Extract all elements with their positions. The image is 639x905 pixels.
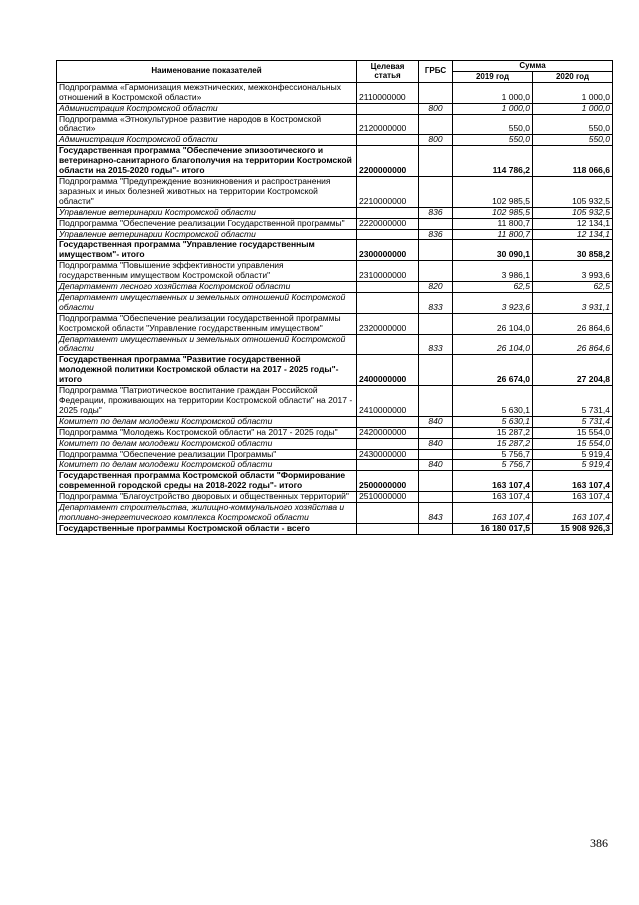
cell-sum-2019: 550,0	[453, 114, 533, 135]
cell-code: 2410000000	[357, 386, 419, 417]
cell-grbs	[419, 492, 453, 503]
cell-name: Государственная программа "Управление государственным имуществом"- итого	[57, 240, 357, 261]
cell-grbs	[419, 146, 453, 177]
cell-code: 2510000000	[357, 492, 419, 503]
table-row	[57, 503, 613, 524]
table-row	[57, 334, 613, 355]
cell-grbs	[419, 261, 453, 282]
table-row	[57, 114, 613, 135]
cell-grbs: 800	[419, 103, 453, 114]
table-body	[57, 82, 613, 534]
header-sum: Сумма	[453, 61, 613, 72]
cell-grbs	[419, 471, 453, 492]
cell-grbs	[419, 355, 453, 386]
cell-name: Управление ветеринарии Костромской области	[57, 207, 357, 218]
cell-code	[357, 523, 419, 534]
cell-name: Комитет по делам молодежи Костромской области	[57, 416, 357, 427]
header-code: Целевая статья	[357, 61, 419, 83]
cell-code: 2310000000	[357, 261, 419, 282]
cell-code: 2110000000	[357, 82, 419, 103]
cell-code: 2210000000	[357, 176, 419, 207]
cell-name: Департамент лесного хозяйства Костромской области	[57, 282, 357, 293]
cell-grbs	[419, 523, 453, 534]
cell-sum-2019: 11 800,7	[453, 229, 533, 240]
cell-sum-2019: 5 756,7	[453, 449, 533, 460]
cell-sum-2019: 5 630,1	[453, 386, 533, 417]
cell-grbs	[419, 449, 453, 460]
cell-sum-2020: 5 731,4	[533, 416, 613, 427]
cell-code	[357, 416, 419, 427]
cell-sum-2020: 3 993,6	[533, 261, 613, 282]
cell-name: Департамент имущественных и земельных отношений Костромской области	[57, 292, 357, 313]
cell-name: Государственная программа "Развитие государственной молодежной политики Костромской области на 2017 - 2025 годы"- итого	[57, 355, 357, 386]
table-row	[57, 492, 613, 503]
cell-sum-2019: 163 107,4	[453, 492, 533, 503]
cell-sum-2019: 114 786,2	[453, 146, 533, 177]
cell-grbs	[419, 313, 453, 334]
cell-code: 2300000000	[357, 240, 419, 261]
cell-name: Подпрограмма "Обеспечение реализации государственной программы Костромской области "Управление государственным имуществом"	[57, 313, 357, 334]
cell-grbs	[419, 82, 453, 103]
cell-grbs: 820	[419, 282, 453, 293]
cell-sum-2020: 62,5	[533, 282, 613, 293]
cell-sum-2019: 26 104,0	[453, 334, 533, 355]
table-row	[57, 146, 613, 177]
page-number: 386	[590, 836, 608, 850]
cell-sum-2019: 5 630,1	[453, 416, 533, 427]
table-row	[57, 471, 613, 492]
cell-sum-2020: 15 554,0	[533, 438, 613, 449]
cell-name: Комитет по делам молодежи Костромской области	[57, 460, 357, 471]
cell-sum-2020: 550,0	[533, 135, 613, 146]
cell-name: Подпрограмма "Предупреждение возникновения и распространения заразных и иных болезней животных на территории Костромской области"	[57, 176, 357, 207]
cell-sum-2019: 30 090,1	[453, 240, 533, 261]
cell-sum-2019: 5 756,7	[453, 460, 533, 471]
table-row	[57, 240, 613, 261]
table-row	[57, 438, 613, 449]
cell-code	[357, 460, 419, 471]
cell-name: Государственные программы Костромской области - всего	[57, 523, 357, 534]
cell-sum-2020: 163 107,4	[533, 503, 613, 524]
cell-name: Государственная программа Костромской области "Формирование современной городской среды на 2018-2022 годы"- итого	[57, 471, 357, 492]
cell-sum-2019: 11 800,7	[453, 218, 533, 229]
header-year-2020: 2020 год	[533, 71, 613, 82]
cell-sum-2019: 26 674,0	[453, 355, 533, 386]
table-row	[57, 355, 613, 386]
cell-grbs: 840	[419, 460, 453, 471]
cell-sum-2019: 15 287,2	[453, 438, 533, 449]
cell-sum-2020: 163 107,4	[533, 492, 613, 503]
cell-name: Комитет по делам молодежи Костромской области	[57, 438, 357, 449]
cell-code: 2220000000	[357, 218, 419, 229]
table-row	[57, 427, 613, 438]
cell-sum-2020: 105 932,5	[533, 207, 613, 218]
cell-sum-2020: 27 204,8	[533, 355, 613, 386]
header-year-2019: 2019 год	[453, 71, 533, 82]
table-row	[57, 416, 613, 427]
table-row	[57, 218, 613, 229]
cell-sum-2020: 3 931,1	[533, 292, 613, 313]
cell-name: Подпрограмма "Молодежь Костромской области" на 2017 - 2025 годы"	[57, 427, 357, 438]
cell-code: 2500000000	[357, 471, 419, 492]
cell-sum-2020: 30 858,2	[533, 240, 613, 261]
cell-code	[357, 103, 419, 114]
cell-sum-2019: 26 104,0	[453, 313, 533, 334]
table-row	[57, 261, 613, 282]
cell-code	[357, 334, 419, 355]
cell-sum-2019: 16 180 017,5	[453, 523, 533, 534]
table-row	[57, 449, 613, 460]
cell-grbs	[419, 176, 453, 207]
cell-sum-2020: 5 919,4	[533, 460, 613, 471]
cell-grbs	[419, 240, 453, 261]
table-row	[57, 176, 613, 207]
table-row	[57, 103, 613, 114]
table-row	[57, 386, 613, 417]
cell-sum-2020: 550,0	[533, 114, 613, 135]
cell-code: 2420000000	[357, 427, 419, 438]
table-row	[57, 313, 613, 334]
table-row	[57, 292, 613, 313]
cell-sum-2019: 1 000,0	[453, 82, 533, 103]
cell-code	[357, 282, 419, 293]
cell-sum-2019: 163 107,4	[453, 471, 533, 492]
table-row	[57, 229, 613, 240]
header-grbs: ГРБС	[419, 61, 453, 83]
cell-grbs	[419, 386, 453, 417]
table-row	[57, 207, 613, 218]
cell-sum-2020: 118 066,6	[533, 146, 613, 177]
cell-name: Департамент строительства, жилищно-коммунального хозяйства и топливно-энергетического комплекса Костромской области	[57, 503, 357, 524]
cell-sum-2019: 15 287,2	[453, 427, 533, 438]
cell-sum-2019: 1 000,0	[453, 103, 533, 114]
cell-name: Подпрограмма "Обеспечение реализации Государственной программы"	[57, 218, 357, 229]
cell-name: Государственная программа "Обеспечение эпизоотического и ветеринарно-санитарного благополучия на территории Костромской области на 2015-2020 годы"- итого	[57, 146, 357, 177]
cell-code: 2400000000	[357, 355, 419, 386]
cell-sum-2020: 105 932,5	[533, 176, 613, 207]
cell-code	[357, 438, 419, 449]
cell-code	[357, 503, 419, 524]
cell-name: Управление ветеринарии Костромской области	[57, 229, 357, 240]
cell-code	[357, 207, 419, 218]
table-header	[57, 61, 613, 83]
cell-name: Подпрограмма "Благоустройство дворовых и общественных территорий"	[57, 492, 357, 503]
cell-name: Подпрограмма "Повышение эффективности управления государственным имуществом Костромской области"	[57, 261, 357, 282]
cell-code: 2320000000	[357, 313, 419, 334]
cell-grbs: 800	[419, 135, 453, 146]
cell-name: Подпрограмма "Обеспечение реализации Программы"	[57, 449, 357, 460]
cell-sum-2020: 12 134,1	[533, 218, 613, 229]
header-name: Наименование показателей	[57, 61, 357, 83]
cell-grbs	[419, 427, 453, 438]
cell-name: Администрация Костромской области	[57, 135, 357, 146]
cell-name: Подпрограмма «Гармонизация межэтнических, межконфессиональных отношений в Костромской области»	[57, 82, 357, 103]
cell-grbs: 843	[419, 503, 453, 524]
cell-sum-2020: 26 864,6	[533, 334, 613, 355]
cell-sum-2020: 15 908 926,3	[533, 523, 613, 534]
table-row	[57, 282, 613, 293]
cell-name: Подпрограмма "Патриотическое воспитание граждан Российской Федерации, проживающих на территории Костромской области" на 2017 - 2025 годы"	[57, 386, 357, 417]
table-row	[57, 82, 613, 103]
cell-sum-2020: 5 919,4	[533, 449, 613, 460]
table-row	[57, 523, 613, 534]
cell-name: Подпрограмма «Этнокультурное развитие народов в Костромской области»	[57, 114, 357, 135]
cell-sum-2019: 3 923,6	[453, 292, 533, 313]
cell-sum-2019: 550,0	[453, 135, 533, 146]
budget-table	[56, 60, 613, 535]
cell-code	[357, 135, 419, 146]
cell-code: 2430000000	[357, 449, 419, 460]
cell-grbs	[419, 218, 453, 229]
cell-name: Департамент имущественных и земельных отношений Костромской области	[57, 334, 357, 355]
cell-sum-2020: 1 000,0	[533, 103, 613, 114]
table-row	[57, 135, 613, 146]
cell-grbs: 836	[419, 229, 453, 240]
cell-sum-2020: 26 864,6	[533, 313, 613, 334]
cell-name: Администрация Костромской области	[57, 103, 357, 114]
cell-grbs: 833	[419, 292, 453, 313]
cell-sum-2020: 1 000,0	[533, 82, 613, 103]
cell-grbs: 833	[419, 334, 453, 355]
cell-sum-2020: 163 107,4	[533, 471, 613, 492]
cell-grbs	[419, 114, 453, 135]
cell-code	[357, 292, 419, 313]
table-row	[57, 460, 613, 471]
cell-sum-2019: 62,5	[453, 282, 533, 293]
cell-sum-2019: 163 107,4	[453, 503, 533, 524]
cell-sum-2020: 5 731,4	[533, 386, 613, 417]
cell-code: 2120000000	[357, 114, 419, 135]
cell-sum-2019: 102 985,5	[453, 176, 533, 207]
cell-sum-2020: 15 554,0	[533, 427, 613, 438]
cell-code	[357, 229, 419, 240]
cell-sum-2019: 3 986,1	[453, 261, 533, 282]
cell-grbs: 840	[419, 416, 453, 427]
cell-grbs: 840	[419, 438, 453, 449]
cell-sum-2020: 12 134,1	[533, 229, 613, 240]
cell-code: 2200000000	[357, 146, 419, 177]
cell-grbs: 836	[419, 207, 453, 218]
cell-sum-2019: 102 985,5	[453, 207, 533, 218]
